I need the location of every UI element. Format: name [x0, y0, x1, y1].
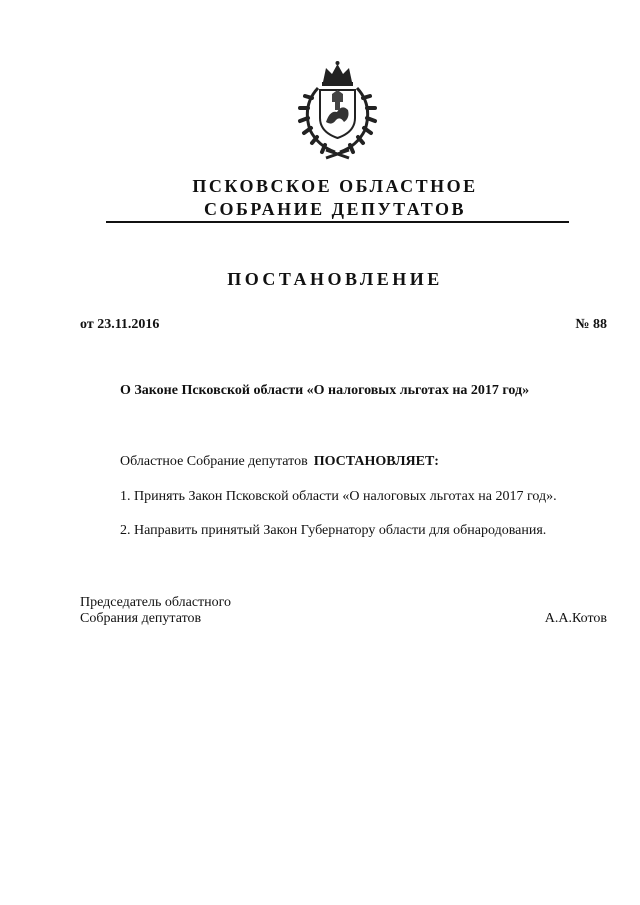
coat-of-arms-icon	[290, 60, 385, 160]
document-number: № 88	[575, 317, 607, 332]
intro-paragraph	[120, 454, 439, 470]
intro-decision: ПОСТАНОВЛЯЕТ:	[313, 454, 439, 469]
list-item: 2. Направить принятый Закон Губернатору области для обнародования.	[120, 523, 547, 538]
intro-text: Областное Собрание депутатов	[120, 454, 308, 469]
header-divider	[106, 221, 569, 223]
organization-name-line1: ПСКОВСКОЕ ОБЛАСТНОЕ	[192, 176, 478, 196]
signatory-position-line2: Собрания депутатов	[80, 611, 202, 626]
document-subject: О Законе Псковской области «О налоговых льготах на 2017 год»	[120, 383, 530, 398]
signatory-position-line1: Председатель областного	[80, 595, 232, 610]
list-item: 1. Принять Закон Псковской области «О налоговых льготах на 2017 год».	[120, 489, 557, 504]
document-date: от 23.11.2016	[80, 317, 160, 332]
document-type-title: ПОСТАНОВЛЕНИЕ	[227, 269, 443, 289]
signatory-name: А.А.Котов	[544, 611, 607, 626]
organization-name-line2: СОБРАНИЕ ДЕПУТАТОВ	[203, 199, 466, 219]
